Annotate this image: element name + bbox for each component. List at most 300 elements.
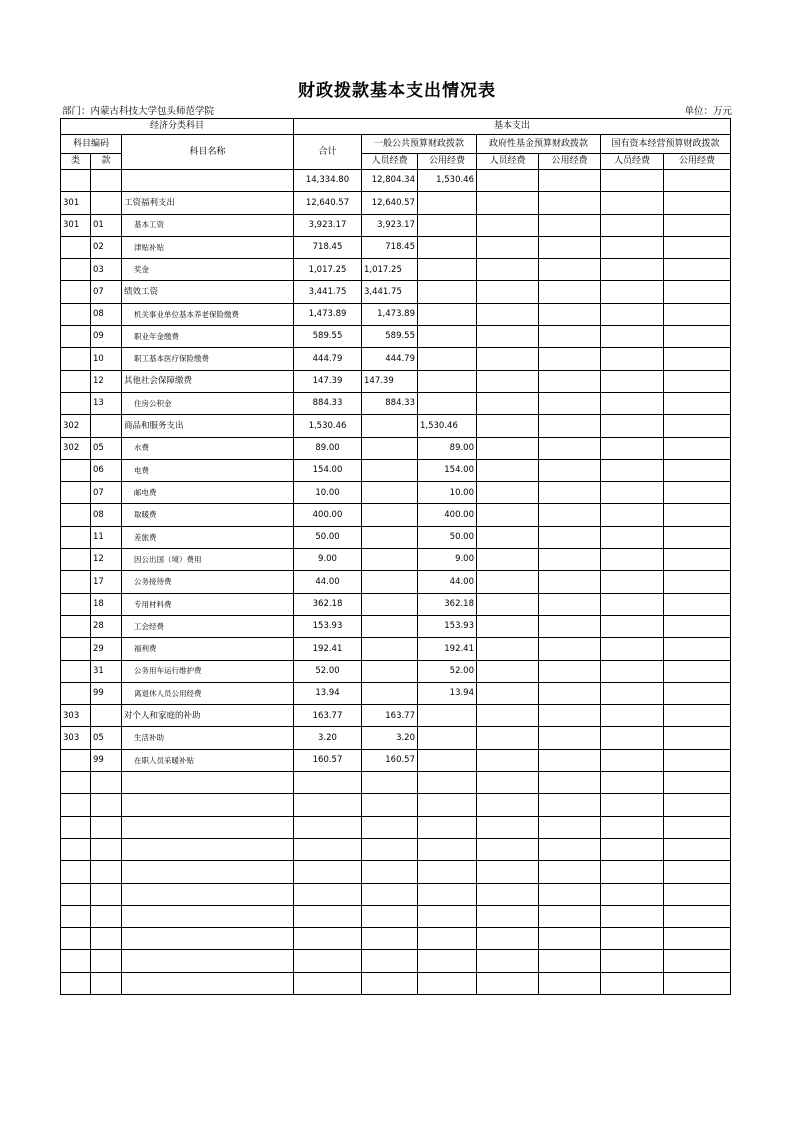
- cell-gf-public: [539, 259, 601, 281]
- cell-gp-public: 9.00: [418, 549, 477, 571]
- cell-gf-public: [539, 303, 601, 325]
- table-row: [61, 861, 731, 883]
- cell-gp-public: 153.93: [418, 615, 477, 637]
- cell-sc-public: [664, 883, 731, 905]
- cell-gf-personnel: [477, 593, 539, 615]
- cell-lei: [61, 571, 91, 593]
- table-row: [61, 392, 731, 414]
- cell-sc-public: [664, 549, 731, 571]
- cell-gp-public: 1,530.46: [418, 415, 477, 437]
- cell-lei: [61, 236, 91, 258]
- cell-total: 44.00: [294, 571, 362, 593]
- cell-gp-personnel: [362, 526, 418, 548]
- cell-sc-public: [664, 928, 731, 950]
- cell-gp-personnel: [362, 482, 418, 504]
- cell-gp-personnel: [362, 593, 418, 615]
- cell-gf-personnel: [477, 727, 539, 749]
- cell-gp-personnel: [362, 794, 418, 816]
- header-gp-public: 公用经费: [418, 154, 477, 170]
- cell-lei: [61, 838, 91, 860]
- cell-total: 884.33: [294, 392, 362, 414]
- cell-gp-personnel: [362, 415, 418, 437]
- cell-lei: [61, 749, 91, 771]
- cell-sc-public: [664, 794, 731, 816]
- cell-lei: [61, 392, 91, 414]
- cell-kuan: 18: [91, 593, 122, 615]
- cell-gp-public: 10.00: [418, 482, 477, 504]
- cell-gp-public: 1,530.46: [418, 170, 477, 192]
- cell-sc-personnel: [601, 905, 664, 927]
- cell-subject-name: [122, 838, 294, 860]
- department-label: 部门：内蒙古科技大学包头师范学院: [62, 106, 215, 117]
- cell-gp-public: [418, 303, 477, 325]
- cell-kuan: 29: [91, 638, 122, 660]
- cell-kuan: 12: [91, 370, 122, 392]
- header-gp-personnel: 人员经费: [362, 154, 418, 170]
- cell-gf-public: [539, 772, 601, 794]
- cell-subject-name: 奖金: [122, 259, 294, 281]
- cell-gp-personnel: 3,441.75: [362, 281, 418, 303]
- table-row: [61, 727, 731, 749]
- cell-kuan: 05: [91, 727, 122, 749]
- cell-gf-personnel: [477, 370, 539, 392]
- cell-gp-personnel: 3,923.17: [362, 214, 418, 236]
- cell-subject-name: 绩效工资: [122, 281, 294, 303]
- cell-sc-personnel: [601, 838, 664, 860]
- cell-kuan: [91, 928, 122, 950]
- cell-subject-name: 离退休人员公用经费: [122, 682, 294, 704]
- cell-subject-name: 在职人员采暖补贴: [122, 749, 294, 771]
- table-row: [61, 348, 731, 370]
- cell-gp-personnel: 147.39: [362, 370, 418, 392]
- cell-subject-name: [122, 794, 294, 816]
- cell-sc-personnel: [601, 705, 664, 727]
- cell-gf-public: [539, 571, 601, 593]
- cell-gp-personnel: [362, 571, 418, 593]
- table-row: [61, 705, 731, 727]
- cell-lei: [61, 794, 91, 816]
- cell-gf-public: [539, 281, 601, 303]
- cell-gp-public: 192.41: [418, 638, 477, 660]
- cell-total: 147.39: [294, 370, 362, 392]
- cell-kuan: [91, 838, 122, 860]
- header-sc-personnel: 人员经费: [601, 154, 664, 170]
- cell-sc-public: [664, 593, 731, 615]
- cell-gp-public: [418, 326, 477, 348]
- cell-kuan: 09: [91, 326, 122, 348]
- cell-sc-personnel: [601, 526, 664, 548]
- cell-gp-personnel: 160.57: [362, 749, 418, 771]
- cell-sc-public: [664, 749, 731, 771]
- cell-sc-personnel: [601, 861, 664, 883]
- cell-total: [294, 861, 362, 883]
- table-row: [61, 883, 731, 905]
- cell-sc-public: [664, 816, 731, 838]
- cell-total: [294, 972, 362, 994]
- cell-gf-personnel: [477, 794, 539, 816]
- cell-gp-personnel: [362, 883, 418, 905]
- cell-total: 12,640.57: [294, 192, 362, 214]
- cell-subject-name: 邮电费: [122, 482, 294, 504]
- cell-gf-personnel: [477, 571, 539, 593]
- cell-gf-personnel: [477, 236, 539, 258]
- cell-gp-personnel: 12,640.57: [362, 192, 418, 214]
- cell-total: 3,923.17: [294, 214, 362, 236]
- cell-sc-personnel: [601, 638, 664, 660]
- cell-gf-public: [539, 170, 601, 192]
- cell-lei: [61, 482, 91, 504]
- table-row: [61, 928, 731, 950]
- page-title: 财政拨款基本支出情况表: [298, 81, 496, 101]
- cell-gf-personnel: [477, 437, 539, 459]
- cell-kuan: 08: [91, 504, 122, 526]
- cell-sc-public: [664, 459, 731, 481]
- cell-total: [294, 905, 362, 927]
- cell-gp-personnel: [362, 504, 418, 526]
- cell-sc-personnel: [601, 972, 664, 994]
- cell-gf-public: [539, 192, 601, 214]
- cell-gf-public: [539, 816, 601, 838]
- cell-gf-public: [539, 928, 601, 950]
- cell-gf-personnel: [477, 192, 539, 214]
- cell-gp-personnel: [362, 972, 418, 994]
- table-row: [61, 415, 731, 437]
- cell-subject-name: 职工基本医疗保险缴费: [122, 348, 294, 370]
- cell-total: 160.57: [294, 749, 362, 771]
- cell-sc-public: [664, 504, 731, 526]
- cell-subject-name: 工会经费: [122, 615, 294, 637]
- cell-gp-public: [418, 192, 477, 214]
- cell-sc-personnel: [601, 236, 664, 258]
- cell-total: 1,530.46: [294, 415, 362, 437]
- cell-kuan: [91, 861, 122, 883]
- cell-kuan: 99: [91, 682, 122, 704]
- cell-gf-personnel: [477, 883, 539, 905]
- cell-gp-public: [418, 905, 477, 927]
- cell-gp-personnel: [362, 459, 418, 481]
- cell-sc-personnel: [601, 928, 664, 950]
- cell-lei: [61, 504, 91, 526]
- cell-gf-personnel: [477, 392, 539, 414]
- cell-sc-public: [664, 861, 731, 883]
- cell-kuan: [91, 883, 122, 905]
- cell-gp-personnel: [362, 816, 418, 838]
- unit-label: 单位：万元: [684, 106, 732, 117]
- cell-gf-public: [539, 950, 601, 972]
- cell-gp-personnel: [362, 838, 418, 860]
- cell-subject-name: 生活补助: [122, 727, 294, 749]
- cell-gp-public: [418, 348, 477, 370]
- cell-gp-public: 44.00: [418, 571, 477, 593]
- cell-sc-personnel: [601, 415, 664, 437]
- table-row: [61, 504, 731, 526]
- cell-total: 10.00: [294, 482, 362, 504]
- cell-gf-public: [539, 727, 601, 749]
- cell-total: 1,473.89: [294, 303, 362, 325]
- cell-subject-name: [122, 772, 294, 794]
- cell-gf-personnel: [477, 482, 539, 504]
- cell-subject-name: 基本工资: [122, 214, 294, 236]
- cell-gf-public: [539, 660, 601, 682]
- cell-sc-public: [664, 170, 731, 192]
- cell-subject-name: [122, 816, 294, 838]
- header-subject-name: 科目名称: [122, 135, 294, 170]
- cell-gf-public: [539, 526, 601, 548]
- cell-gf-public: [539, 838, 601, 860]
- cell-subject-name: 差旅费: [122, 526, 294, 548]
- cell-lei: [61, 816, 91, 838]
- cell-total: [294, 838, 362, 860]
- cell-sc-public: [664, 326, 731, 348]
- cell-lei: [61, 549, 91, 571]
- table-row: [61, 816, 731, 838]
- cell-total: [294, 883, 362, 905]
- cell-gf-personnel: [477, 281, 539, 303]
- cell-gp-personnel: [362, 861, 418, 883]
- cell-subject-name: 水费: [122, 437, 294, 459]
- table-row: [61, 772, 731, 794]
- cell-gf-public: [539, 482, 601, 504]
- cell-gf-personnel: [477, 838, 539, 860]
- cell-total: 13.94: [294, 682, 362, 704]
- expense-table: [60, 118, 731, 995]
- cell-lei: [61, 928, 91, 950]
- cell-sc-public: [664, 415, 731, 437]
- cell-lei: [61, 348, 91, 370]
- cell-total: 14,334.80: [294, 170, 362, 192]
- table-row: [61, 236, 731, 258]
- cell-sc-public: [664, 281, 731, 303]
- cell-lei: [61, 905, 91, 927]
- cell-lei: 302: [61, 415, 91, 437]
- cell-sc-public: [664, 972, 731, 994]
- cell-total: 9.00: [294, 549, 362, 571]
- cell-gp-personnel: [362, 950, 418, 972]
- cell-gp-public: [418, 392, 477, 414]
- cell-sc-public: [664, 838, 731, 860]
- cell-gp-public: [418, 236, 477, 258]
- table-row: [61, 615, 731, 637]
- cell-kuan: [91, 950, 122, 972]
- cell-subject-name: [122, 861, 294, 883]
- cell-kuan: 05: [91, 437, 122, 459]
- cell-sc-public: [664, 682, 731, 704]
- cell-gp-personnel: 589.55: [362, 326, 418, 348]
- cell-sc-personnel: [601, 370, 664, 392]
- cell-gp-public: [418, 883, 477, 905]
- cell-gp-personnel: 444.79: [362, 348, 418, 370]
- cell-total: 89.00: [294, 437, 362, 459]
- cell-gp-public: [418, 861, 477, 883]
- cell-subject-name: 住房公积金: [122, 392, 294, 414]
- cell-total: 52.00: [294, 660, 362, 682]
- cell-gp-personnel: [362, 682, 418, 704]
- cell-gf-personnel: [477, 905, 539, 927]
- cell-gp-public: 400.00: [418, 504, 477, 526]
- cell-gf-personnel: [477, 615, 539, 637]
- cell-gf-public: [539, 459, 601, 481]
- cell-sc-personnel: [601, 816, 664, 838]
- cell-sc-public: [664, 905, 731, 927]
- cell-gp-personnel: 1,017.25: [362, 259, 418, 281]
- cell-sc-public: [664, 772, 731, 794]
- cell-total: [294, 772, 362, 794]
- cell-total: 163.77: [294, 705, 362, 727]
- cell-sc-public: [664, 950, 731, 972]
- cell-gf-personnel: [477, 303, 539, 325]
- cell-subject-name: 职业年金缴费: [122, 326, 294, 348]
- cell-lei: 301: [61, 192, 91, 214]
- cell-gf-personnel: [477, 526, 539, 548]
- cell-total: 153.93: [294, 615, 362, 637]
- cell-gp-personnel: [362, 437, 418, 459]
- cell-sc-personnel: [601, 170, 664, 192]
- cell-subject-name: 对个人和家庭的补助: [122, 705, 294, 727]
- cell-kuan: [91, 972, 122, 994]
- cell-sc-personnel: [601, 794, 664, 816]
- cell-lei: [61, 259, 91, 281]
- cell-gp-public: 362.18: [418, 593, 477, 615]
- cell-gp-personnel: 1,473.89: [362, 303, 418, 325]
- cell-kuan: [91, 192, 122, 214]
- cell-gf-personnel: [477, 772, 539, 794]
- cell-total: 362.18: [294, 593, 362, 615]
- cell-gf-personnel: [477, 816, 539, 838]
- table-row: [61, 682, 731, 704]
- table-row: [61, 905, 731, 927]
- cell-sc-personnel: [601, 392, 664, 414]
- cell-gp-personnel: [362, 638, 418, 660]
- cell-gf-public: [539, 615, 601, 637]
- cell-subject-name: [122, 170, 294, 192]
- table-row: [61, 549, 731, 571]
- cell-sc-public: [664, 392, 731, 414]
- cell-gf-personnel: [477, 348, 539, 370]
- cell-kuan: 11: [91, 526, 122, 548]
- cell-gp-public: 89.00: [418, 437, 477, 459]
- cell-gf-public: [539, 794, 601, 816]
- cell-gp-public: 154.00: [418, 459, 477, 481]
- cell-gf-public: [539, 905, 601, 927]
- cell-lei: [61, 638, 91, 660]
- cell-kuan: 31: [91, 660, 122, 682]
- cell-sc-personnel: [601, 772, 664, 794]
- cell-sc-public: [664, 192, 731, 214]
- table-row: [61, 437, 731, 459]
- header-sc-public: 公用经费: [664, 154, 731, 170]
- cell-gf-public: [539, 326, 601, 348]
- cell-sc-public: [664, 526, 731, 548]
- cell-sc-public: [664, 214, 731, 236]
- cell-gf-personnel: [477, 682, 539, 704]
- cell-gp-personnel: [362, 928, 418, 950]
- cell-gf-personnel: [477, 638, 539, 660]
- cell-gf-public: [539, 861, 601, 883]
- table-row: [61, 370, 731, 392]
- cell-sc-personnel: [601, 571, 664, 593]
- cell-lei: [61, 950, 91, 972]
- cell-gp-public: [418, 972, 477, 994]
- cell-lei: 302: [61, 437, 91, 459]
- cell-gp-public: [418, 816, 477, 838]
- cell-kuan: 03: [91, 259, 122, 281]
- cell-gf-public: [539, 883, 601, 905]
- table-row: [61, 214, 731, 236]
- cell-kuan: 99: [91, 749, 122, 771]
- cell-subject-name: 公务用车运行维护费: [122, 660, 294, 682]
- cell-gf-personnel: [477, 214, 539, 236]
- cell-gp-public: 52.00: [418, 660, 477, 682]
- cell-subject-name: [122, 950, 294, 972]
- cell-lei: [61, 772, 91, 794]
- cell-gp-personnel: [362, 549, 418, 571]
- cell-subject-name: 津贴补贴: [122, 236, 294, 258]
- table-row: [61, 571, 731, 593]
- table-row: [61, 192, 731, 214]
- cell-kuan: [91, 705, 122, 727]
- cell-lei: 301: [61, 214, 91, 236]
- cell-gp-personnel: [362, 660, 418, 682]
- cell-sc-public: [664, 482, 731, 504]
- cell-gp-public: [418, 705, 477, 727]
- cell-gf-personnel: [477, 459, 539, 481]
- cell-gf-personnel: [477, 928, 539, 950]
- cell-sc-public: [664, 437, 731, 459]
- cell-lei: [61, 303, 91, 325]
- cell-gf-public: [539, 638, 601, 660]
- cell-kuan: [91, 816, 122, 838]
- cell-subject-name: 因公出国（境）费用: [122, 549, 294, 571]
- cell-total: 400.00: [294, 504, 362, 526]
- cell-gf-personnel: [477, 950, 539, 972]
- cell-lei: 303: [61, 727, 91, 749]
- cell-total: 3.20: [294, 727, 362, 749]
- table-row: [61, 259, 731, 281]
- header-kuan: 款: [91, 154, 122, 170]
- cell-total: [294, 950, 362, 972]
- cell-gf-public: [539, 415, 601, 437]
- cell-sc-public: [664, 348, 731, 370]
- cell-gp-personnel: [362, 772, 418, 794]
- cell-lei: [61, 593, 91, 615]
- cell-kuan: 07: [91, 482, 122, 504]
- cell-gp-public: [418, 727, 477, 749]
- cell-sc-personnel: [601, 950, 664, 972]
- cell-subject-name: 机关事业单位基本养老保险缴费: [122, 303, 294, 325]
- table-row: [61, 838, 731, 860]
- table-row: [61, 794, 731, 816]
- cell-subject-name: 福利费: [122, 638, 294, 660]
- cell-kuan: 06: [91, 459, 122, 481]
- cell-sc-personnel: [601, 660, 664, 682]
- cell-gp-personnel: 3.20: [362, 727, 418, 749]
- cell-sc-personnel: [601, 348, 664, 370]
- table-row: [61, 482, 731, 504]
- cell-gf-personnel: [477, 705, 539, 727]
- cell-gp-personnel: 12,804.34: [362, 170, 418, 192]
- cell-sc-personnel: [601, 549, 664, 571]
- cell-kuan: [91, 415, 122, 437]
- cell-gp-public: [418, 749, 477, 771]
- cell-gf-personnel: [477, 549, 539, 571]
- table-row: [61, 526, 731, 548]
- cell-gp-personnel: [362, 615, 418, 637]
- cell-kuan: 07: [91, 281, 122, 303]
- cell-lei: [61, 883, 91, 905]
- cell-kuan: [91, 794, 122, 816]
- cell-sc-personnel: [601, 593, 664, 615]
- cell-sc-public: [664, 571, 731, 593]
